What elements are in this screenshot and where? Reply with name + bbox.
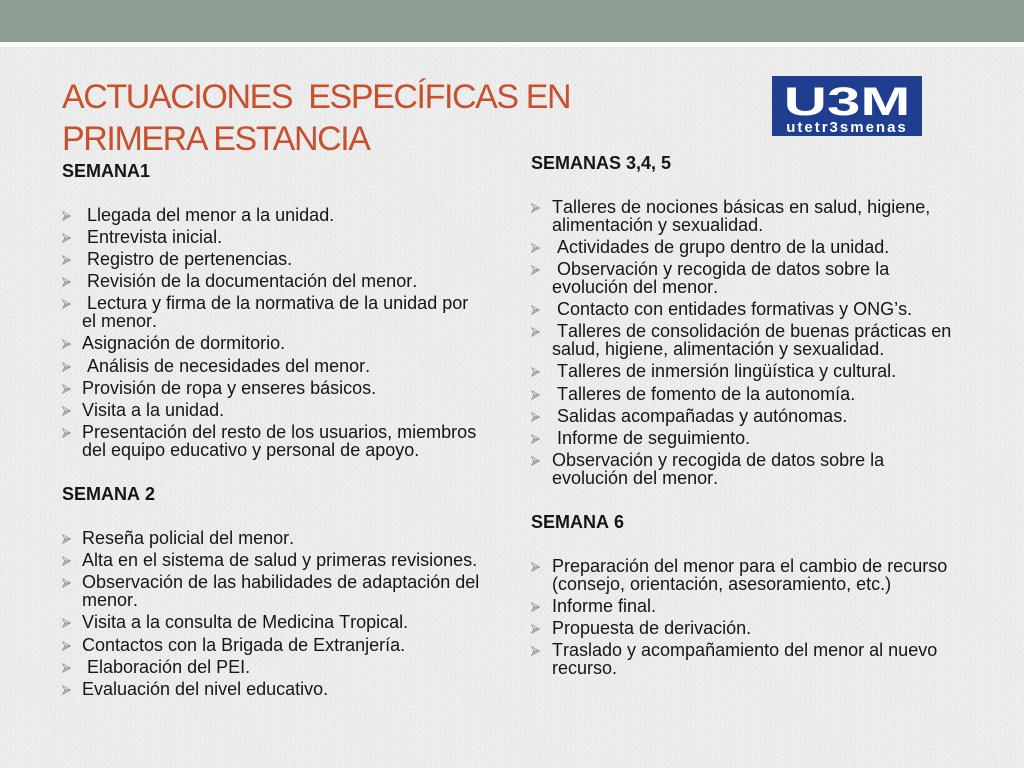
bullet-item [62, 680, 482, 698]
bullet-item [62, 294, 482, 330]
arrow-bullet-icon [531, 260, 552, 278]
week-section [531, 154, 956, 487]
blank-line [531, 491, 956, 509]
arrow-bullet-icon [62, 613, 82, 631]
bullet-item-text: Propuesta de derivación. [552, 618, 752, 639]
bullet-item [62, 572, 485, 611]
bullet-item [531, 641, 956, 677]
arrow-bullet-icon [62, 636, 82, 654]
blank-line [62, 184, 482, 202]
bullet-item [531, 260, 956, 296]
bullet-item-text: Salidas acompañadas y autónomas. [552, 405, 848, 426]
bullet-item-text: Lectura y firma de la normativa de la unidad por el menor. [82, 293, 474, 332]
bullet-item [62, 551, 482, 569]
bullet-item [62, 529, 482, 547]
arrow-bullet-icon [531, 451, 552, 469]
arrow-bullet-icon [531, 597, 552, 615]
bullet-item [531, 385, 956, 403]
bullet-item [62, 401, 482, 419]
arrow-bullet-icon [62, 334, 82, 352]
bullet-item-text: Elaboración del PEI. [82, 656, 251, 677]
bullet-item [531, 407, 956, 425]
bullet-item [531, 597, 956, 615]
bullet-item [531, 238, 956, 256]
blank-line [531, 535, 956, 553]
bullet-item-text: Observación y recogida de datos sobre la evolución del menor. [552, 449, 890, 488]
logo-mark: U3M [783, 80, 911, 124]
bullet-item-text: Actividades de grupo dentro de la unidad. [552, 237, 890, 258]
arrow-bullet-icon [62, 228, 82, 246]
arrow-bullet-icon [531, 362, 552, 380]
left-column [62, 160, 485, 702]
arrow-bullet-icon [62, 573, 82, 591]
bullet-item-text: Análisis de necesidades del menor. [82, 355, 371, 376]
bullet-item-text: Asignación de dormitorio. [82, 333, 286, 354]
arrow-bullet-icon [531, 322, 552, 340]
bullet-item [62, 250, 482, 268]
arrow-bullet-icon [531, 429, 552, 447]
arrow-bullet-icon [531, 557, 552, 575]
bullet-item-text: Talleres de consolidación de buenas prácticas en salud, higiene, alimentación y sexualidad. [552, 321, 957, 360]
arrow-bullet-icon [62, 658, 82, 676]
week-section [62, 463, 485, 699]
arrow-bullet-icon [62, 551, 82, 569]
u3m-logo [772, 76, 922, 136]
right-column [531, 154, 956, 682]
arrow-bullet-icon [531, 385, 552, 403]
arrow-bullet-icon [531, 238, 552, 256]
blank-line [62, 463, 482, 481]
bullet-item [62, 379, 482, 397]
logo-caption: utetr3smenas [786, 119, 908, 136]
bullet-item [62, 658, 482, 676]
bullet-item-text: Revisión de la documentación del menor. [82, 271, 418, 292]
bullet-item [531, 451, 956, 487]
arrow-bullet-icon [62, 680, 82, 698]
blank-line [62, 507, 482, 525]
bullet-item-text: Contacto con entidades formativas y ONG’s. [552, 299, 913, 320]
bullet-item-text: Presentación del resto de los usuarios, miembros del equipo educativo y personal de apoyo. [82, 421, 482, 460]
bullet-item [62, 228, 482, 246]
bullet-item [531, 557, 956, 593]
bullet-item-text: Registro de pertenencias. [82, 249, 293, 270]
arrow-bullet-icon [531, 198, 552, 216]
bullet-item-text: Informe final. [552, 596, 657, 617]
bullet-item-text: Talleres de fomento de la autonomía. [552, 383, 856, 404]
section-heading: SEMANA 6 [531, 512, 625, 533]
bullet-item-text: Llegada del menor a la unidad. [82, 204, 335, 225]
week-section [62, 162, 482, 459]
week-section [531, 491, 956, 678]
bullet-item-text: Visita a la unidad. [82, 399, 225, 420]
header-bar [0, 0, 1024, 42]
arrow-bullet-icon [62, 250, 82, 268]
arrow-bullet-icon [62, 379, 82, 397]
bullet-item [62, 423, 482, 459]
bullet-item-text: Contactos con la Brigada de Extranjería. [82, 634, 406, 655]
bullet-item-text: Talleres de inmersión lingüística y cultural. [552, 361, 897, 382]
bullet-item [531, 429, 956, 447]
bullet-item-text: Provisión de ropa y enseres básicos. [82, 377, 377, 398]
bullet-item-text: Observación y recogida de datos sobre la evolución del menor. [552, 259, 895, 298]
arrow-bullet-icon [62, 294, 82, 312]
bullet-item [62, 357, 482, 375]
bullet-item-text: Reseña policial del menor. [82, 528, 295, 549]
bullet-item-text: Evaluación del nivel educativo. [82, 678, 329, 699]
bullet-item [62, 206, 482, 224]
bullet-item-text: Visita a la consulta de Medicina Tropical. [82, 612, 409, 633]
section-heading: SEMANA 2 [62, 484, 156, 505]
bullet-item [62, 272, 482, 290]
bullet-item [62, 636, 482, 654]
arrow-bullet-icon [62, 357, 82, 375]
bullet-item-text: Observación de las habilidades de adaptación del menor. [82, 572, 485, 611]
arrow-bullet-icon [531, 641, 552, 659]
bullet-item [531, 198, 956, 234]
arrow-bullet-icon [531, 300, 552, 318]
arrow-bullet-icon [62, 206, 82, 224]
bullet-item [531, 322, 956, 358]
bullet-item [531, 362, 956, 380]
arrow-bullet-icon [62, 272, 82, 290]
arrow-bullet-icon [62, 423, 82, 441]
bullet-item [531, 300, 956, 318]
arrow-bullet-icon [62, 401, 82, 419]
arrow-bullet-icon [531, 619, 552, 637]
bullet-item-text: Informe de seguimiento. [552, 427, 751, 448]
bullet-item [62, 613, 482, 631]
arrow-bullet-icon [531, 407, 552, 425]
section-heading: SEMANA1 [62, 160, 151, 181]
bullet-item [531, 619, 956, 637]
bullet-item-text: Preparación del menor para el cambio de recurso (consejo, orientación, asesoramiento, etc.) [552, 556, 953, 595]
section-heading: SEMANAS 3,4, 5 [531, 152, 672, 173]
blank-line [531, 176, 956, 194]
bullet-item-text: Talleres de nociones básicas en salud, higiene, alimentación y sexualidad. [552, 196, 936, 235]
bullet-item-text: Entrevista inicial. [82, 227, 223, 248]
arrow-bullet-icon [62, 529, 82, 547]
bullet-item-text: Alta en el sistema de salud y primeras revisiones. [82, 550, 478, 571]
bullet-item-text: Traslado y acompañamiento del menor al nuevo recurso. [552, 640, 943, 679]
bullet-item [62, 334, 482, 352]
slide-title: ACTUACIONES ESPECÍFICAS EN PRIMERA ESTANCIA [62, 78, 579, 158]
